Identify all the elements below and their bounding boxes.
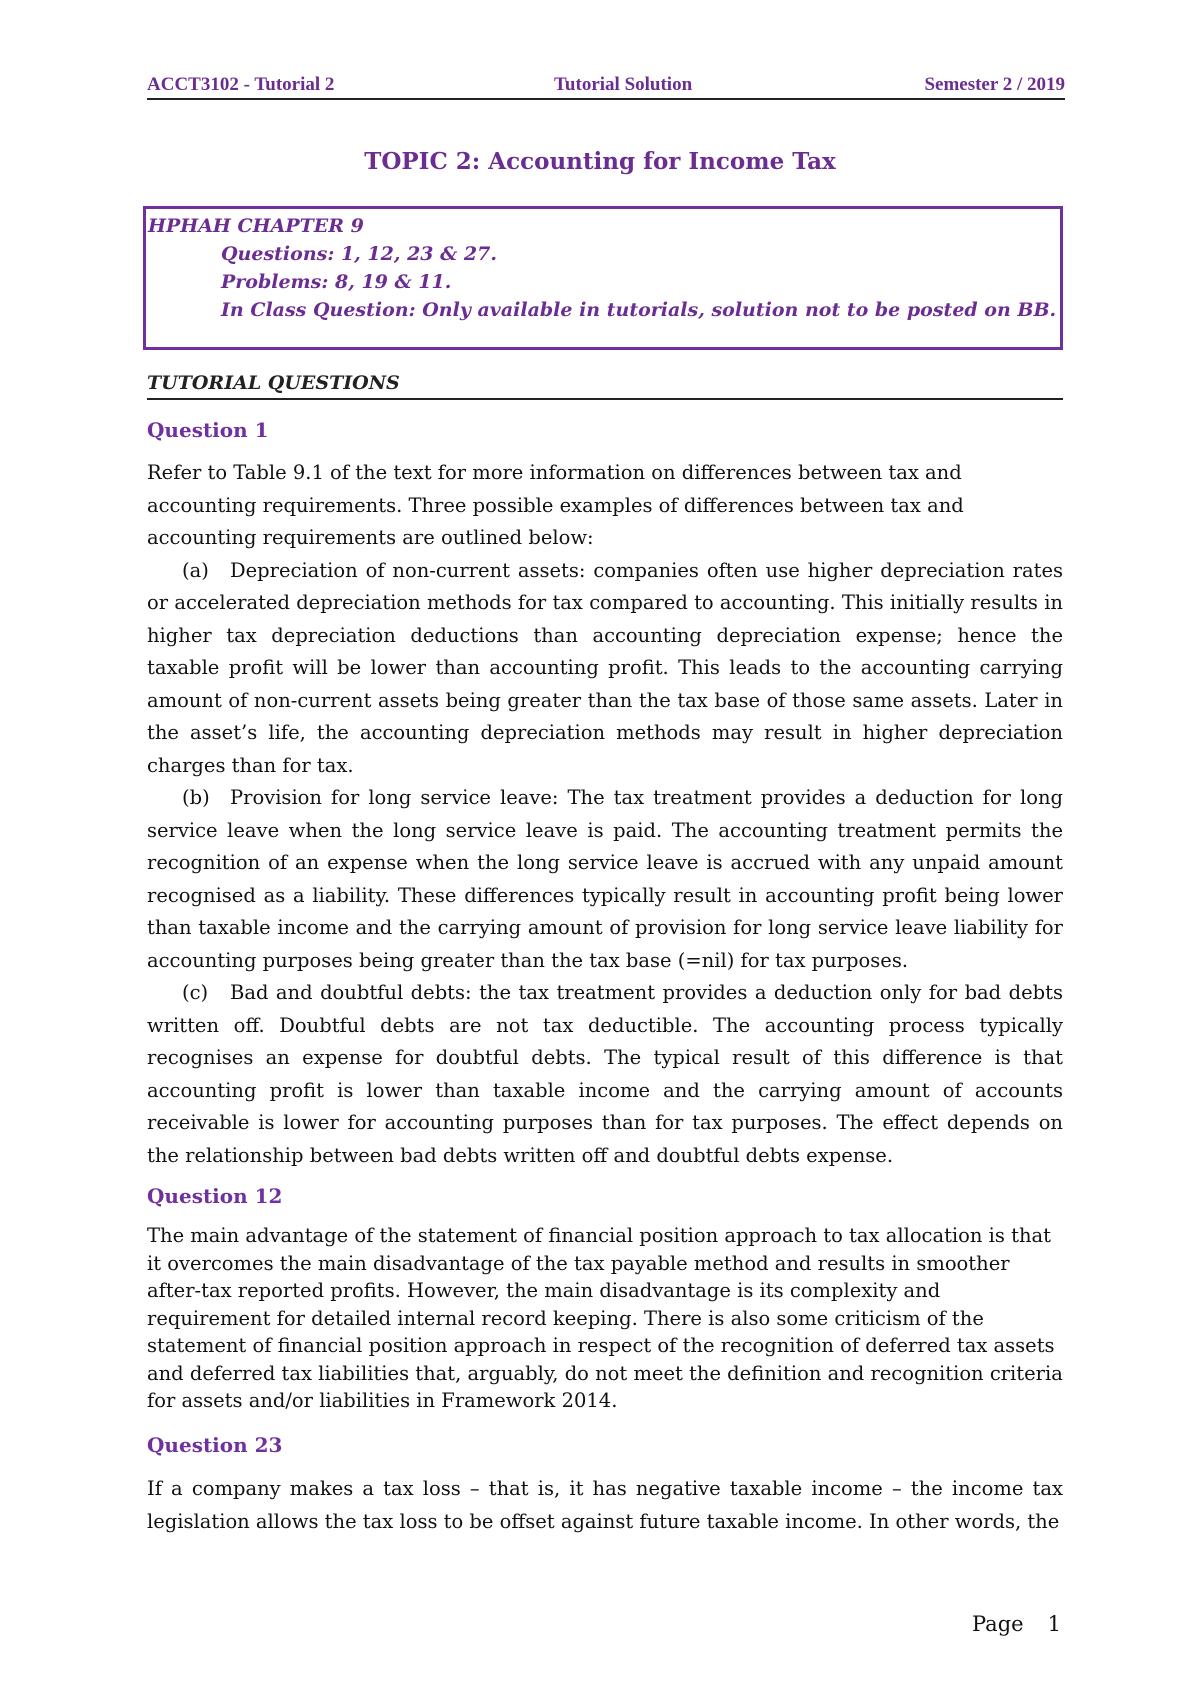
question-23-heading: Question 23 (147, 1433, 283, 1457)
item-text: Bad and doubtful debts: the tax treatment provides a deduction only for bad debts written off. Doubtful debts are not tax deductible. The accounting process typically recognises an expense for doubtful debts. The typical result of this difference is that accounting profit is lower than taxable income and the carrying amount of accounts receivable is lower for accounting purposes than for tax purposes. The effect depends on the relationship between bad debts written off and doubtful debts expense. (147, 981, 1063, 1167)
question-1-item-c (147, 977, 1063, 1172)
section-title: TUTORIAL QUESTIONS (147, 372, 1063, 400)
chapter-box (143, 206, 1063, 350)
question-12-text: The main advantage of the statement of financial position approach to tax allocation is that it overcomes the main disadvantage of the tax payable method and results in smoother after-tax reported profits. However, the main disadvantage is its complexity and requirement for detailed internal record keeping. There is also some criticism of the statement of financial position approach in respect of the recognition of deferred tax assets and deferred tax liabilities that, arguably, do not meet the definition and recognition criteria for assets and/or liabilities in Framework 2014. (147, 1224, 1063, 1412)
item-text: Depreciation of non-current assets: companies often use higher depreciation rates or accelerated depreciation methods for tax compared to accounting. This initially results in higher tax depreciation deductions than accounting depreciation expense; hence the taxable profit will be lower than accounting profit. This leads to the accounting carrying amount of non-current assets being greater than the tax base of those same assets. Later in the asset’s life, the accounting depreciation methods may result in higher depreciation charges than for tax. (147, 558, 1063, 777)
page-label: Page (972, 1612, 1024, 1636)
item-label: (a) (182, 558, 209, 582)
chapter-in-class-note: In Class Question: Only available in tutorials, solution not to be posted on BB. (221, 299, 1057, 321)
header-doc-type: Tutorial Solution (554, 74, 693, 95)
question-1-item-b (147, 782, 1063, 977)
page-number-value: 1 (1047, 1612, 1061, 1636)
question-23-body (147, 1473, 1063, 1538)
item-label: (b) (182, 786, 210, 809)
chapter-problems: Problems: 8, 19 & 11. (221, 271, 452, 293)
item-text: Provision for long service leave: The tax treatment provides a deduction for long service leave when the long service leave is paid. The accounting treatment permits the recognition of an expense when the long service leave is accrued with any unpaid amount recognised as a liability. These differences typically result in accounting profit being lower than taxable income and the carrying amount of provision for long service leave liability for accounting purposes being greater than the tax base (=nil) for tax purposes. (147, 786, 1063, 972)
page-title: TOPIC 2: Accounting for Income Tax (364, 148, 836, 175)
question-1-item-a (147, 555, 1063, 783)
page-header (147, 72, 1065, 100)
question-23-text: If a company makes a tax loss – that is, it has negative taxable income – the income tax legislation allows the tax loss to be offset against future taxable income. In other words, the (147, 1477, 1063, 1533)
page-number (972, 1612, 1061, 1636)
question-1-heading: Question 1 (147, 418, 269, 442)
header-course: ACCT3102 - Tutorial 2 (147, 74, 335, 95)
chapter-title: HPHAH CHAPTER 9 (148, 215, 364, 237)
question-12-body (147, 1222, 1063, 1415)
header-semester: Semester 2 / 2019 (924, 74, 1065, 95)
question-12-heading: Question 12 (147, 1184, 283, 1208)
question-1-intro: Refer to Table 9.1 of the text for more information on differences between tax and accounting requirements. Three possible examples of differences between tax and accounting requirements are outlined below: (147, 461, 964, 549)
item-label: (c) (182, 981, 209, 1004)
question-1-body (147, 457, 1063, 1172)
chapter-questions: Questions: 1, 12, 23 & 27. (221, 243, 497, 265)
